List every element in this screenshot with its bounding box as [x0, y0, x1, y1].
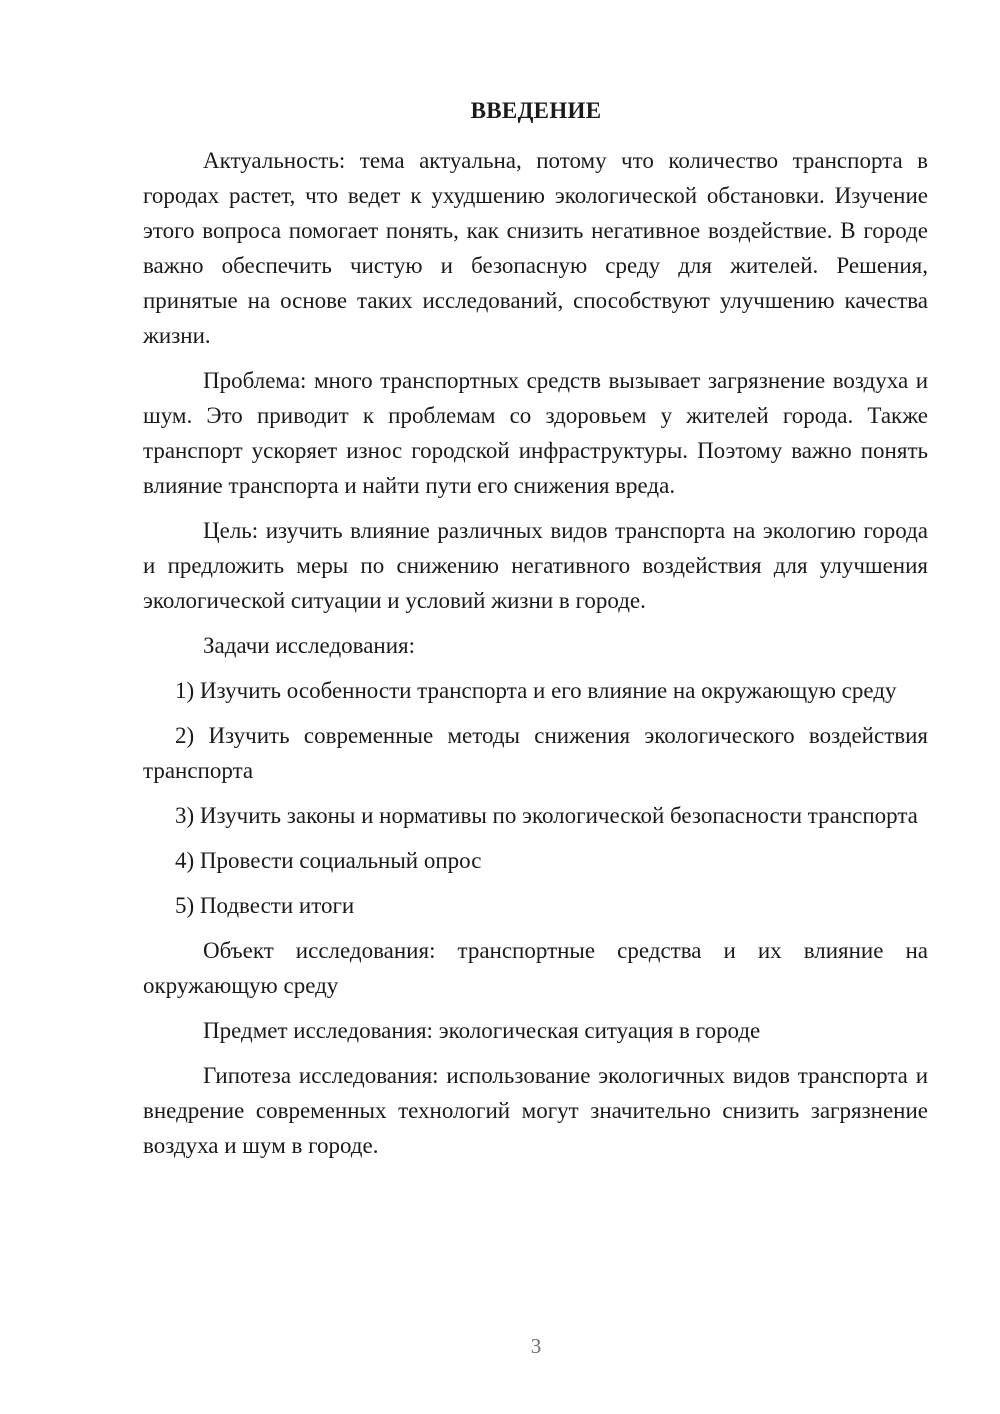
tasks-heading: Задачи исследования:	[203, 633, 416, 658]
task-item: 4) Провести социальный опрос	[175, 848, 482, 873]
task-item: 1) Изучить особенности транспорта и его влияние на окружающую среду	[175, 678, 897, 703]
task-item: 3) Изучить законы и нормативы по экологической безопасности транспорта	[175, 803, 918, 828]
goal-paragraph: Цель: изучить влияние различных видов транспорта на экологию города и предложить меры по снижению негативного воздействия для улучшения экологической ситуации и условий жизни в городе.	[143, 518, 928, 613]
subject-paragraph: Предмет исследования: экологическая ситуация в городе	[203, 1018, 761, 1043]
relevance-paragraph: Актуальность: тема актуальна, потому что количество транспорта в городах растет, что ведет к ухудшению экологической обстановки. Изучение этого вопроса помогает понять, как снизить негативное воздействие. В городе важно обеспечить чистую и безопасную среду для жителей. Решения, принятые на основе таких исследований, способствуют улучшению качества жизни.	[143, 148, 928, 348]
page-title: ВВЕДЕНИЕ	[470, 98, 602, 123]
page-number: 3	[530, 1334, 542, 1358]
hypothesis-paragraph: Гипотеза исследования: использование экологичных видов транспорта и внедрение современных технологий могут значительно снизить загрязнение воздуха и шум в городе.	[143, 1063, 928, 1158]
document-body	[143, 143, 928, 1173]
task-item: 2) Изучить современные методы снижения экологического воздействия транспорта	[143, 723, 928, 783]
object-paragraph: Объект исследования: транспортные средства и их влияние на окружающую среду	[143, 938, 928, 998]
task-item: 5) Подвести итоги	[175, 893, 355, 918]
problem-paragraph: Проблема: много транспортных средств вызывает загрязнение воздуха и шум. Это приводит к проблемам со здоровьем у жителей города. Также транспорт ускоряет износ городской инфраструктуры. Поэтому важно понять влияние транспорта и найти пути его снижения вреда.	[143, 368, 928, 498]
